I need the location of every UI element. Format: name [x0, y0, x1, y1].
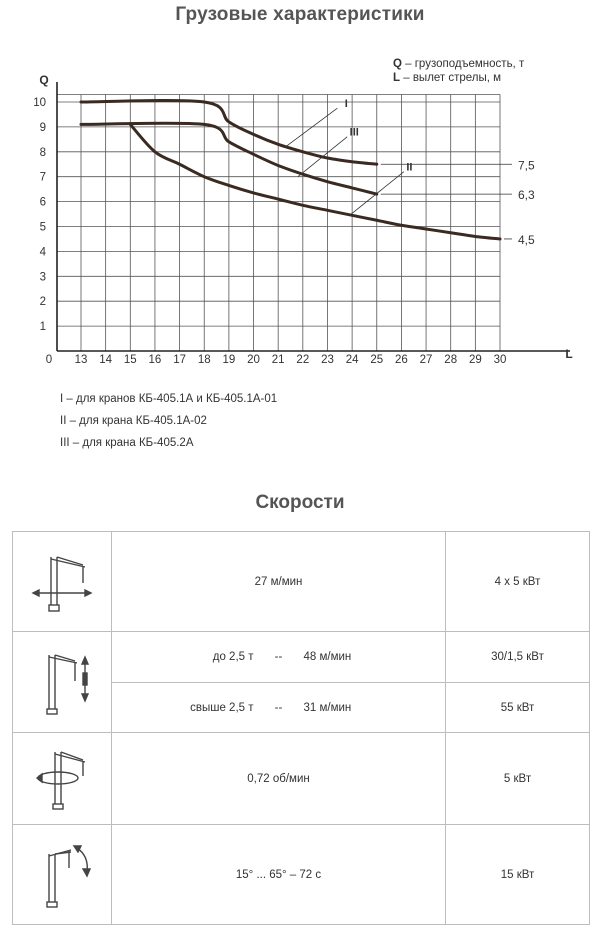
table-row [13, 632, 590, 683]
power-value: 15 кВт [446, 825, 590, 925]
power-value: 4 х 5 кВт [446, 532, 590, 632]
hoist-speed-heavy [112, 683, 446, 733]
x-tick-label: 22 [296, 354, 310, 366]
q-symbol: Q [393, 58, 402, 70]
crane-slewing-icon [13, 744, 111, 814]
power-value: 5 кВт [446, 733, 590, 825]
x-tick-label: 25 [370, 354, 384, 366]
x-tick-label: 17 [173, 354, 186, 366]
q-desc: – грузоподъемность, т [401, 58, 525, 70]
speeds-table [12, 531, 590, 925]
legend-entry-ii: II – для крана КБ-405.1А-02 [60, 415, 207, 427]
curve-leader [298, 137, 347, 177]
speeds-title: Скорости [255, 492, 345, 513]
x-tick-label: 19 [222, 354, 236, 366]
legend-entry-iii: III – для крана КБ-405.2А [60, 437, 194, 449]
y-tick-label: 5 [39, 221, 46, 234]
page-title: Грузовые характеристики [175, 4, 425, 25]
x-tick-label: 18 [197, 354, 211, 366]
curve-leader [286, 108, 338, 147]
separator: -- [274, 701, 283, 714]
speed-value: 27 м/мин [112, 532, 446, 632]
l-symbol: L [393, 72, 401, 84]
hoist-speed-light [112, 632, 446, 683]
luffing-time: 15° ... 65° – 72 с [112, 825, 446, 925]
x-tick-label: 28 [444, 354, 458, 366]
x-tick-label: 29 [468, 354, 482, 366]
speed-value: 31 м/мин [303, 701, 352, 714]
x-tick-label: 30 [493, 354, 507, 366]
y-tick-label: 10 [33, 97, 46, 109]
table-row [13, 825, 590, 925]
x-tick-label: 20 [247, 354, 260, 366]
crane-travel-icon [13, 547, 111, 617]
units-legend [393, 57, 524, 85]
power-value: 30/1,5 кВт [446, 632, 590, 683]
icon-cell [13, 733, 112, 825]
y-tick-label: 3 [39, 271, 46, 284]
x-tick-label: 16 [148, 354, 162, 366]
slewing-speed: 0,72 об/мин [112, 733, 446, 825]
load-condition: до 2,5 т [212, 651, 254, 663]
x-tick-label: 14 [99, 354, 113, 366]
legend-entry-i: I – для кранов КБ-405.1А и КБ-405.1А-01 [60, 393, 278, 405]
curve-name-label: II [406, 161, 413, 174]
x-axis-label: L [565, 347, 573, 361]
series-ii-curve [130, 124, 500, 239]
end-value-label: 4,5 [518, 232, 535, 247]
load-condition: свыше 2,5 т [190, 701, 254, 714]
crane-luffing-icon [13, 840, 111, 910]
icon-cell [13, 825, 112, 925]
table-row [13, 532, 590, 632]
x-tick-label: 21 [271, 354, 285, 366]
y-axis-label: Q [39, 73, 49, 87]
icon-cell [13, 632, 112, 733]
curve-legend [60, 390, 277, 456]
x-tick-label: 26 [395, 354, 408, 366]
y-tick-label: 8 [39, 146, 46, 159]
x-tick-label: 27 [419, 354, 433, 366]
icon-cell [13, 532, 112, 632]
x-tick-label: 24 [345, 354, 359, 366]
y-tick-label: 6 [39, 196, 46, 209]
table-row [13, 733, 590, 825]
curve-name-label: III [349, 126, 359, 139]
y-tick-label: 4 [39, 246, 46, 259]
separator: -- [274, 651, 283, 663]
l-desc: – вылет стрелы, м [400, 72, 502, 84]
y-tick-label: 9 [39, 121, 46, 134]
end-value-label: 6,3 [518, 188, 535, 203]
end-value-label: 7,5 [518, 158, 535, 173]
speed-value: 48 м/мин [303, 651, 352, 663]
crane-hoist-icon [13, 647, 111, 717]
x-tick-label: 23 [321, 354, 334, 366]
x-tick-label: 15 [123, 354, 137, 366]
y-tick-label: 1 [39, 321, 46, 334]
power-value: 55 кВт [446, 683, 590, 733]
y-tick-label: 2 [39, 296, 46, 309]
y-tick-label: 7 [39, 171, 46, 184]
x-tick-label: 13 [74, 354, 88, 366]
x-tick-label: 0 [45, 354, 53, 366]
curve-name-label: I [344, 97, 348, 110]
